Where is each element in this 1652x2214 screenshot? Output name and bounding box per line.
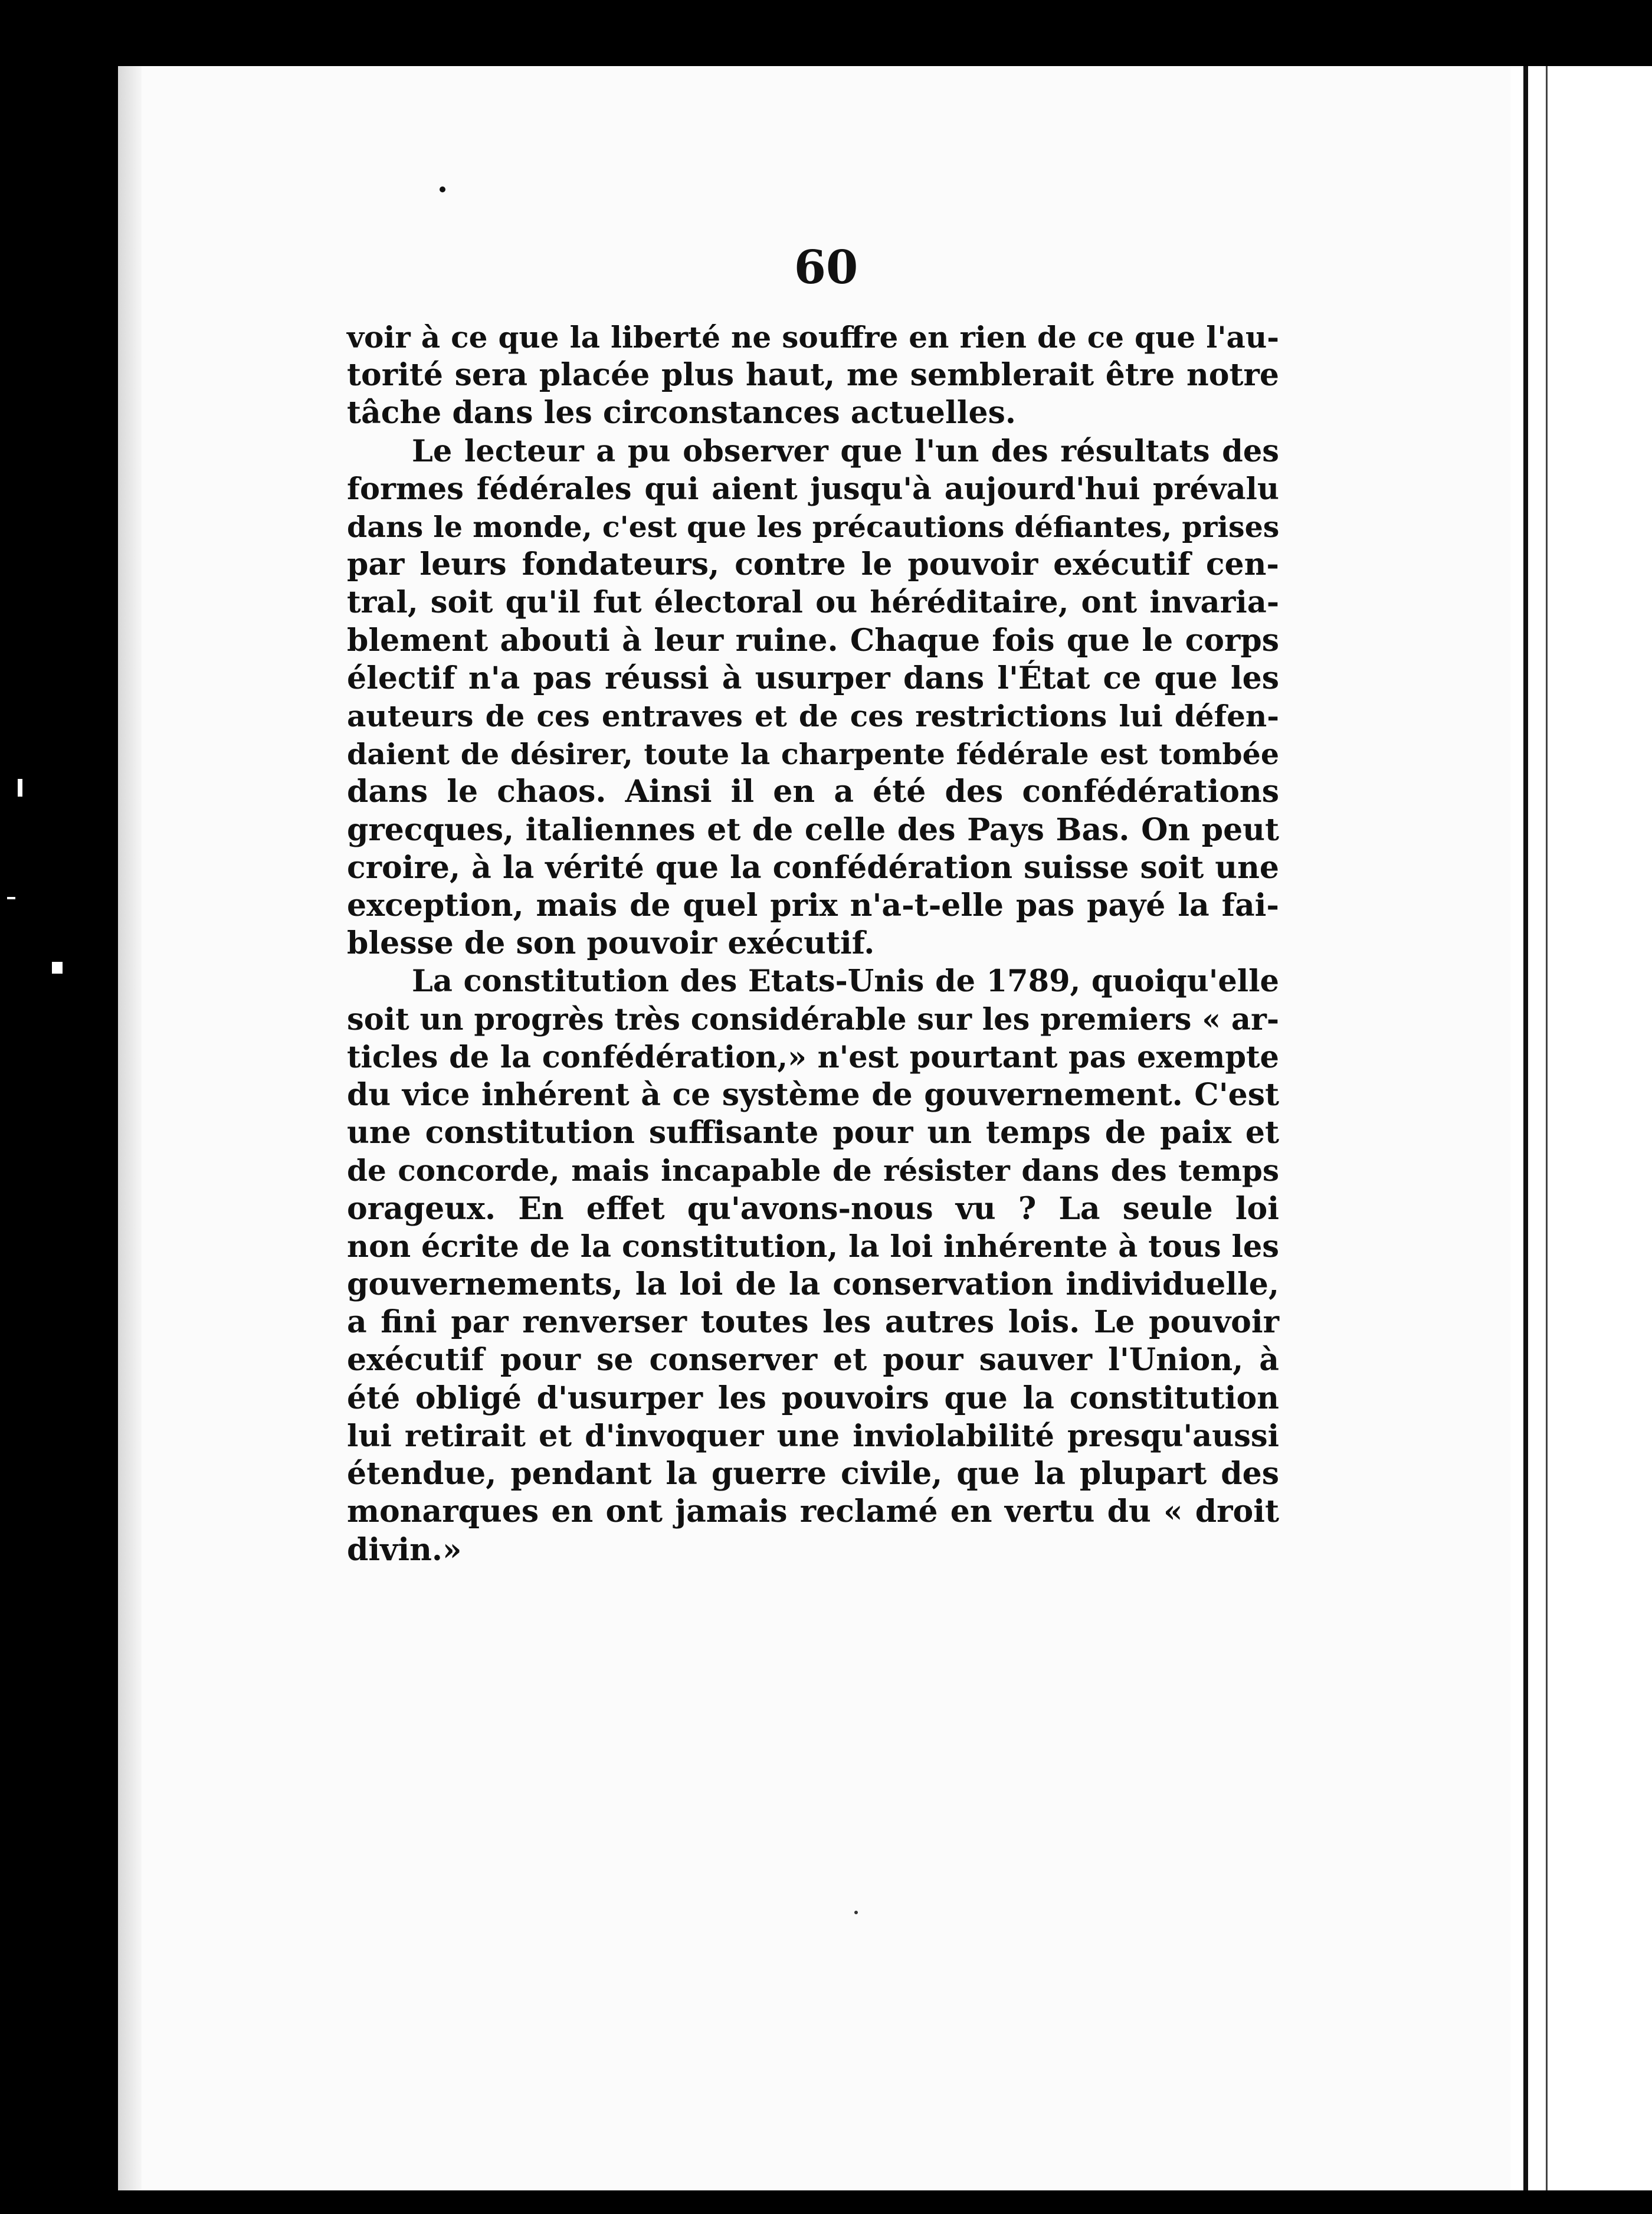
text-line: dans le chaos. Ainsi il en a été des confédérations	[347, 774, 1279, 810]
text-line: tâche dans les circonstances actuelles.	[347, 395, 1016, 431]
text-line: gouvernements, la loi de la conservation individuelle,	[347, 1266, 1279, 1303]
text-line: croire, à la vérité que la confédération suisse soit une	[347, 849, 1279, 886]
text-line: daient de désirer, toute la charpente fédérale est tombée	[347, 737, 1279, 772]
text-line: soit un progrès très considérable sur les premiers « ar-	[347, 1001, 1279, 1037]
text-line: électif n'a pas réussi à usurper dans l'État ce que les	[347, 660, 1279, 696]
text-line: exception, mais de quel prix n'a-t-elle pas payé la fai-	[347, 887, 1279, 924]
text-line: une constitution suffisante pour un temps de paix et	[347, 1115, 1279, 1151]
page-number: 60	[794, 241, 858, 294]
text-line: torité sera placée plus haut, me semblerait être notre	[347, 357, 1279, 394]
text-line: divin.»	[347, 1531, 462, 1568]
text-line: ticles de la confédération,» n'est pourtant pas exempte	[347, 1039, 1279, 1075]
text-line: non écrite de la constitution, la loi inhérente à tous les	[347, 1229, 1279, 1265]
text-line: par leurs fondateurs, contre le pouvoir exécutif cen-	[347, 546, 1279, 583]
text-line: La constitution des Etats-Unis de 1789, quoiqu'elle	[412, 964, 1279, 1000]
text-line: exécutif pour se conserver et pour sauver l'Union, à	[347, 1342, 1279, 1378]
text-line: été obligé d'usurper les pouvoirs que la constitution	[347, 1380, 1279, 1416]
text-line: formes fédérales qui aient jusqu'à aujourd'hui prévalu	[347, 471, 1279, 507]
text-line: de concorde, mais incapable de résister dans des temps	[347, 1153, 1279, 1188]
binding-marks	[0, 779, 71, 1015]
page-edge-shadow	[118, 66, 142, 2190]
text-line: tral, soit qu'il fut électoral ou héréditaire, ont invaria-	[347, 585, 1279, 621]
text-line: a fini par renverser toutes les autres lois. Le pouvoir	[347, 1304, 1279, 1341]
text-line: Le lecteur a pu observer que l'un des résultats des	[412, 433, 1279, 469]
margin-ink-dot	[440, 186, 445, 192]
text-line: voir à ce que la liberté ne souffre en rien de ce que l'au-	[347, 320, 1279, 355]
text-line: monarques en ont jamais reclamé en vertu du « droit	[347, 1494, 1279, 1530]
page-stack-edge	[1510, 66, 1652, 2190]
page-fold-line-secondary	[1546, 66, 1548, 2190]
text-line: orageux. En effet qu'avons-nous vu ? La seule loi	[347, 1190, 1279, 1227]
text-line: blement abouti à leur ruine. Chaque fois que le corps	[347, 622, 1279, 659]
text-line: blesse de son pouvoir exécutif.	[347, 925, 875, 962]
text-line: dans le monde, c'est que les précautions défiantes, prises	[347, 510, 1280, 545]
text-line: du vice inhérent à ce système de gouvernement. C'est	[347, 1077, 1279, 1113]
text-line: étendue, pendant la guerre civile, que la plupart des	[347, 1456, 1279, 1492]
text-line: grecques, italiennes et de celle des Pays Bas. On peut	[347, 811, 1279, 848]
text-line: auteurs de ces entraves et de ces restrictions lui défen-	[347, 699, 1279, 734]
bottom-ink-dot	[854, 1911, 858, 1914]
page-fold-line	[1523, 66, 1528, 2190]
text-line: lui retirait et d'invoquer une inviolabilité presqu'aussi	[347, 1418, 1279, 1454]
body-text	[347, 319, 1279, 1569]
